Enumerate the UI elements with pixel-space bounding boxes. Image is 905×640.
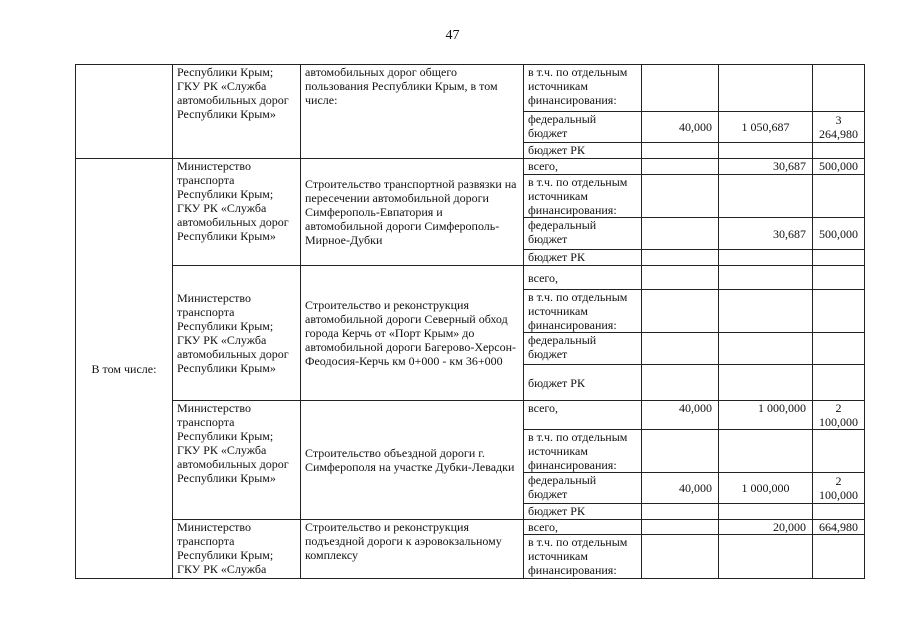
executor-cell: Республики Крым; ГКУ РК «Служба автомобильных дорог Республики Крым» (173, 65, 301, 159)
value-cell: 40,000 (642, 401, 719, 430)
value-cell: 40,000 (642, 473, 719, 504)
value-cell: 664,980 (813, 520, 865, 535)
value-cell: 2 100,000 (813, 473, 865, 504)
value-cell: 3 264,980 (813, 112, 865, 143)
value-cell (813, 333, 865, 365)
value-cell (642, 365, 719, 401)
row-label: в т.ч. по отдельным источникам финансирования: (524, 175, 642, 218)
value-cell: 1 050,687 (719, 112, 813, 143)
value-cell (719, 250, 813, 266)
value-cell (719, 65, 813, 112)
row-label: всего, (524, 266, 642, 290)
row-label: федеральный бюджет (524, 218, 642, 250)
value-cell (642, 143, 719, 159)
row-label: всего, (524, 520, 642, 535)
financing-table (75, 64, 865, 579)
value-cell (813, 143, 865, 159)
value-cell (719, 504, 813, 520)
row-label: федеральный бюджет (524, 473, 642, 504)
value-cell (642, 290, 719, 333)
table-row (76, 266, 865, 290)
value-cell: 40,000 (642, 112, 719, 143)
page-number: 47 (445, 28, 460, 43)
row-label: в т.ч. по отдельным источникам финансирования: (524, 290, 642, 333)
value-cell (719, 365, 813, 401)
value-cell (642, 65, 719, 112)
value-cell: 1 000,000 (719, 473, 813, 504)
value-cell (642, 535, 719, 579)
row-label: федеральный бюджет (524, 112, 642, 143)
row-label: бюджет РК (524, 365, 642, 401)
row-label: в т.ч. по отдельным источникам финансирования: (524, 65, 642, 112)
value-cell (813, 250, 865, 266)
value-cell (642, 175, 719, 218)
executor-cell: Министерство транспорта Республики Крым; ГКУ РК «Служба автомобильных дорог Республики Крым» (173, 159, 301, 266)
value-cell: 2 100,000 (813, 401, 865, 430)
project-cell: Строительство и реконструкция подъездной дороги к аэровокзальному комплексу (301, 520, 524, 579)
value-cell: 500,000 (813, 218, 865, 250)
project-cell: Строительство и реконструкция автомобильной дороги Северный обход города Керчь от «Порт Крым» до автомобильной дороги Багерово-Херсон-Феодосия-Керчь км 0+000 - км 36+000 (301, 266, 524, 401)
table-row (76, 401, 865, 430)
value-cell (642, 266, 719, 290)
value-cell (719, 333, 813, 365)
value-cell: 500,000 (813, 159, 865, 175)
project-cell: Строительство объездной дороги г. Симферополя на участке Дубки-Левадки (301, 401, 524, 520)
row-label: бюджет РК (524, 504, 642, 520)
value-cell (813, 430, 865, 473)
value-cell (813, 290, 865, 333)
value-cell (813, 65, 865, 112)
table-row (76, 159, 865, 175)
value-cell (719, 175, 813, 218)
value-cell: 30,687 (719, 218, 813, 250)
row-label: бюджет РК (524, 250, 642, 266)
group-cell-empty (76, 65, 173, 159)
project-cell: Строительство транспортной развязки на пересечении автомобильной дороги Симферополь-Евпатория и автомобильной дороги Симферополь-Мирное-Дубки (301, 159, 524, 266)
value-cell (719, 143, 813, 159)
row-label: в т.ч. по отдельным источникам финансирования: (524, 430, 642, 473)
value-cell (719, 430, 813, 473)
table-row (76, 65, 865, 112)
project-cell: автомобильных дорог общего пользования Республики Крым, в том числе: (301, 65, 524, 159)
value-cell: 1 000,000 (719, 401, 813, 430)
value-cell (642, 333, 719, 365)
value-cell (719, 535, 813, 579)
group-label: В том числе: (76, 159, 173, 579)
row-label: всего, (524, 401, 642, 430)
value-cell (642, 430, 719, 473)
table-row (76, 520, 865, 535)
value-cell (813, 266, 865, 290)
value-cell (719, 266, 813, 290)
value-cell (642, 250, 719, 266)
value-cell (719, 290, 813, 333)
executor-cell: Министерство транспорта Республики Крым; ГКУ РК «Служба (173, 520, 301, 579)
executor-cell: Министерство транспорта Республики Крым; ГКУ РК «Служба автомобильных дорог Республики Крым» (173, 401, 301, 520)
value-cell (642, 159, 719, 175)
value-cell: 30,687 (719, 159, 813, 175)
value-cell: 20,000 (719, 520, 813, 535)
value-cell (813, 535, 865, 579)
value-cell (642, 520, 719, 535)
executor-cell: Министерство транспорта Республики Крым; ГКУ РК «Служба автомобильных дорог Республики Крым» (173, 266, 301, 401)
value-cell (813, 175, 865, 218)
row-label: бюджет РК (524, 143, 642, 159)
value-cell (642, 504, 719, 520)
value-cell (813, 504, 865, 520)
value-cell (813, 365, 865, 401)
row-label: в т.ч. по отдельным источникам финансирования: (524, 535, 642, 579)
row-label: всего, (524, 159, 642, 175)
row-label: федеральный бюджет (524, 333, 642, 365)
value-cell (642, 218, 719, 250)
